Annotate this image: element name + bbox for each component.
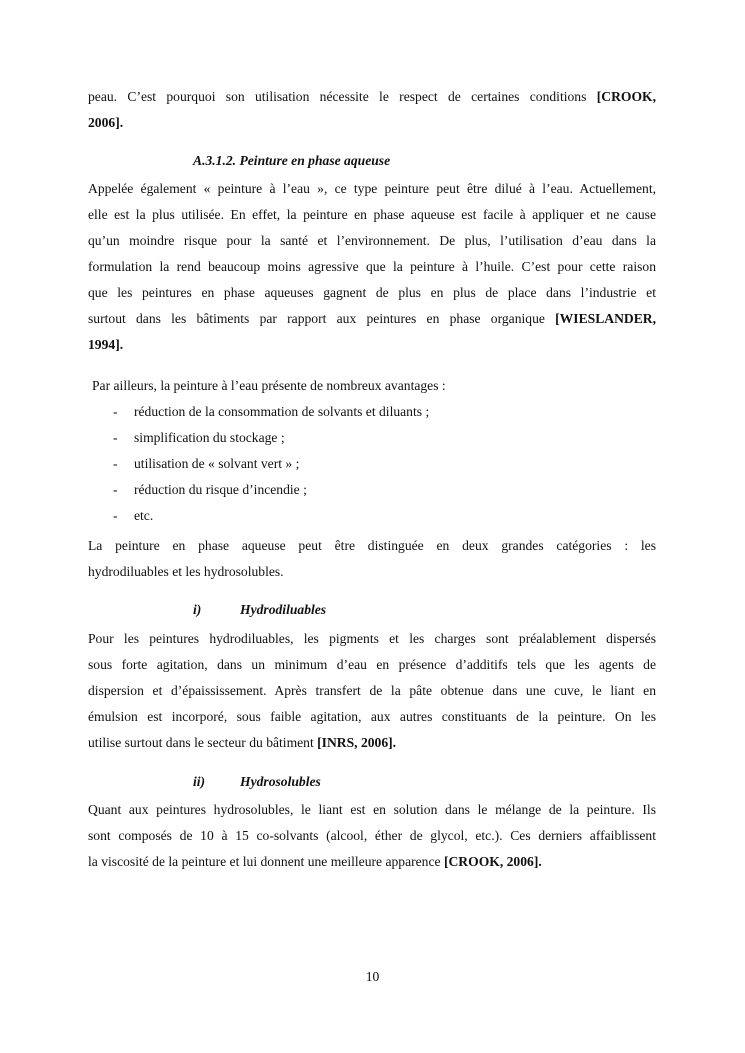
text-line: La peinture en phase aqueuse peut être distinguée en deux grandes catégories : les: [88, 538, 656, 553]
subheading-number: i): [193, 602, 202, 617]
text-line: [88, 730, 656, 756]
subheading-number: ii): [193, 774, 206, 789]
paragraph-hydrosolubles: [88, 797, 656, 875]
text-line: Appelée également « peinture à l’eau », ce type peinture peut être dilué à l’eau. Actuellement,: [88, 181, 656, 196]
list-item-text: réduction de la consommation de solvants et diluants ;: [134, 404, 430, 419]
text-line: [88, 332, 656, 358]
citation: [WIESLANDER,: [555, 311, 656, 326]
text: surtout dans les bâtiments par rapport aux peintures en phase organique: [88, 311, 556, 326]
text: peau. C’est pourquoi son utilisation nécessite le respect de certaines conditions: [88, 89, 597, 104]
list-item-text: réduction du risque d’incendie ;: [134, 482, 307, 497]
text-line: émulsion est incorporé, sous faible agitation, aux autres constituants de la peinture. On les: [88, 709, 656, 724]
text-line: sous forte agitation, dans un minimum d’eau en présence d’additifs tels que les agents de: [88, 657, 656, 672]
bullet: -: [113, 430, 118, 445]
text-line: Pour les peintures hydrodiluables, les pigments et les charges sont préalablement dispersés: [88, 631, 656, 646]
text-line: hydrodiluables et les hydrosolubles.: [88, 564, 284, 579]
citation: 1994].: [88, 337, 124, 352]
text-line: que les peintures en phase aqueuses gagnent de plus en plus de place dans l’industrie et: [88, 285, 656, 300]
paragraph-hydrodiluables: [88, 626, 656, 756]
list-item-text: simplification du stockage ;: [134, 430, 285, 445]
paragraph-intro: [88, 84, 656, 136]
page-number: 10: [365, 969, 380, 984]
citation: [CROOK, 2006].: [443, 854, 542, 869]
subheading-hydrosolubles: Hydrosolubles: [240, 774, 321, 789]
section-heading: A.3.1.2. Peinture en phase aqueuse: [193, 153, 391, 168]
citation: [INRS, 2006].: [317, 735, 397, 750]
bullet: -: [113, 404, 118, 419]
text-line: [88, 849, 656, 875]
text-line: [88, 84, 656, 110]
text-line: formulation la rend beaucoup moins agressive que la peinture à l’huile. C’est pour cette raison: [88, 259, 656, 274]
text-line: sont composés de 10 à 15 co-solvants (alcool, éther de glycol, etc.). Ces derniers affaiblissent: [88, 828, 656, 843]
text-line: Quant aux peintures hydrosolubles, le liant est en solution dans le mélange de la peinture. Ils: [88, 802, 656, 817]
citation: [CROOK,: [596, 89, 656, 104]
bullet: -: [113, 508, 118, 523]
text-line: dispersion et d’épaississement. Après transfert de la pâte obtenue dans une cuve, le liant en: [88, 683, 656, 698]
list-item-text: utilisation de « solvant vert » ;: [134, 456, 300, 471]
citation: 2006].: [88, 115, 124, 130]
subheading-hydrodiluables: Hydrodiluables: [240, 602, 327, 617]
text-line: [88, 306, 656, 332]
paragraph-categories: [88, 533, 656, 585]
list-intro: Par ailleurs, la peinture à l’eau présente de nombreux avantages :: [92, 378, 446, 393]
paragraph-aqueous: [88, 176, 656, 358]
list-item-text: etc.: [134, 508, 154, 523]
text: utilise surtout dans le secteur du bâtiment: [88, 735, 318, 750]
text: la viscosité de la peinture et lui donnent une meilleure apparence: [88, 854, 444, 869]
text-line: [88, 110, 656, 136]
text-line: elle est la plus utilisée. En effet, la peinture en phase aqueuse est facile à appliquer et ne cause: [88, 207, 656, 222]
bullet: -: [113, 482, 118, 497]
text-line: qu’un moindre risque pour la santé et l’environnement. De plus, l’utilisation d’eau dans la: [88, 233, 656, 248]
bullet: -: [113, 456, 118, 471]
